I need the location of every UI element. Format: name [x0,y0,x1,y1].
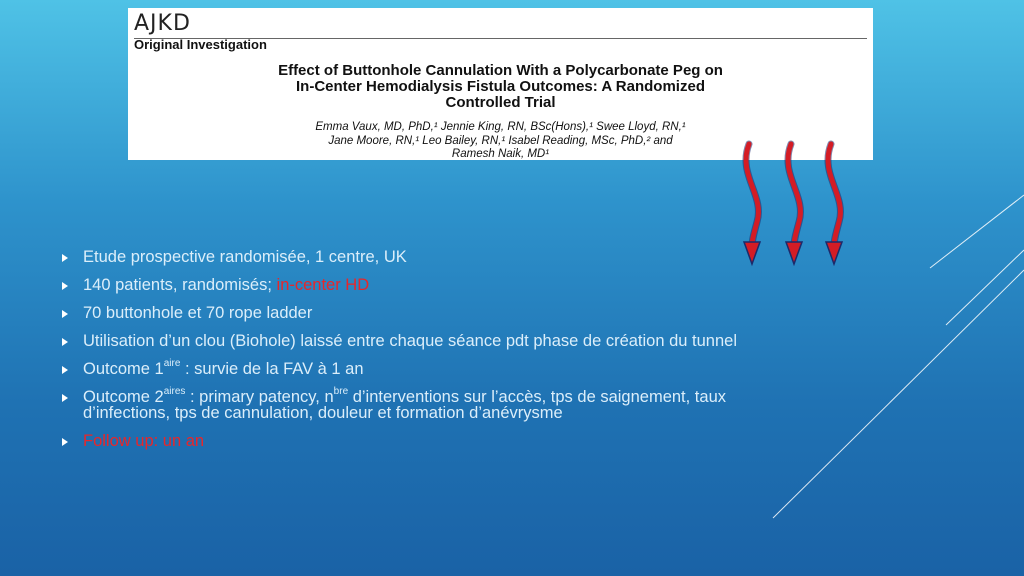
bullet-superscript: bre [333,385,349,397]
article-title-line: In-Center Hemodialysis Fistula Outcomes: A Randomized [296,78,705,95]
bullet-triangle-icon [62,438,68,446]
bullet-text: 140 patients, randomisés; [83,276,277,294]
bullet-text: Follow up: un an [83,431,205,450]
bullet-item [62,357,742,378]
bullet-text: Etude prospective randomisée, 1 centre, UK [83,248,407,266]
bullet-triangle-icon [62,394,68,402]
bullet-triangle-icon [62,366,68,374]
bullet-text: : survie de la FAV à 1 an [180,360,364,378]
article-title-line: Effect of Buttonhole Cannulation With a Polycarbonate Peg on [278,62,723,79]
article-authors [218,121,783,162]
bullet-superscript: aire [163,357,181,369]
bullet-item [62,306,742,322]
arrowhead-icon [786,242,802,264]
wavy-down-arrows-icon [735,140,865,268]
journal-name: AJKD [134,11,191,36]
arrowhead-icon [744,242,760,264]
article-title [188,63,813,111]
bullet-triangle-icon [62,282,68,290]
bullet-item [62,334,742,350]
bullet-text: : primary patency, n [185,388,334,406]
article-authors-line: Ramesh Naik, MD¹ [451,148,550,160]
bullet-triangle-icon [62,254,68,262]
bullet-item [62,250,742,266]
article-authors-line: Emma Vaux, MD, PhD,¹ Jennie King, RN, BSc(Hons),¹ Swee Lloyd, RN,¹ [315,121,686,133]
bullet-text: d’interventions sur l’accès, tps de saignement, taux d’infections, tps de cannulation, douleur et formation d’anévrysme [83,388,726,422]
bullet-text: Outcome 1 [83,360,164,378]
bullet-list [62,250,742,462]
article-section: Original Investigation [134,37,267,52]
arrowhead-icon [826,242,842,264]
bullet-item [62,431,742,450]
bullet-item [62,278,742,294]
article-authors-line: Jane Moore, RN,¹ Leo Bailey, RN,¹ Isabel Reading, MSc, PhD,² and [328,134,673,147]
bullet-triangle-icon [62,310,68,318]
bullet-text: 70 buttonhole et 70 rope ladder [83,304,313,322]
bullet-text: Utilisation d’un clou (Biohole) laissé entre chaque séance pdt phase de création du tunnel [83,332,738,350]
bullet-triangle-icon [62,338,68,346]
bullet-highlight: in-center HD [276,276,370,294]
bullet-item [62,385,742,422]
article-title-line: Controlled Trial [445,94,556,111]
bullet-text: Outcome 2 [83,388,164,406]
article-header-image [128,8,873,160]
bullet-superscript: aires [163,385,186,397]
